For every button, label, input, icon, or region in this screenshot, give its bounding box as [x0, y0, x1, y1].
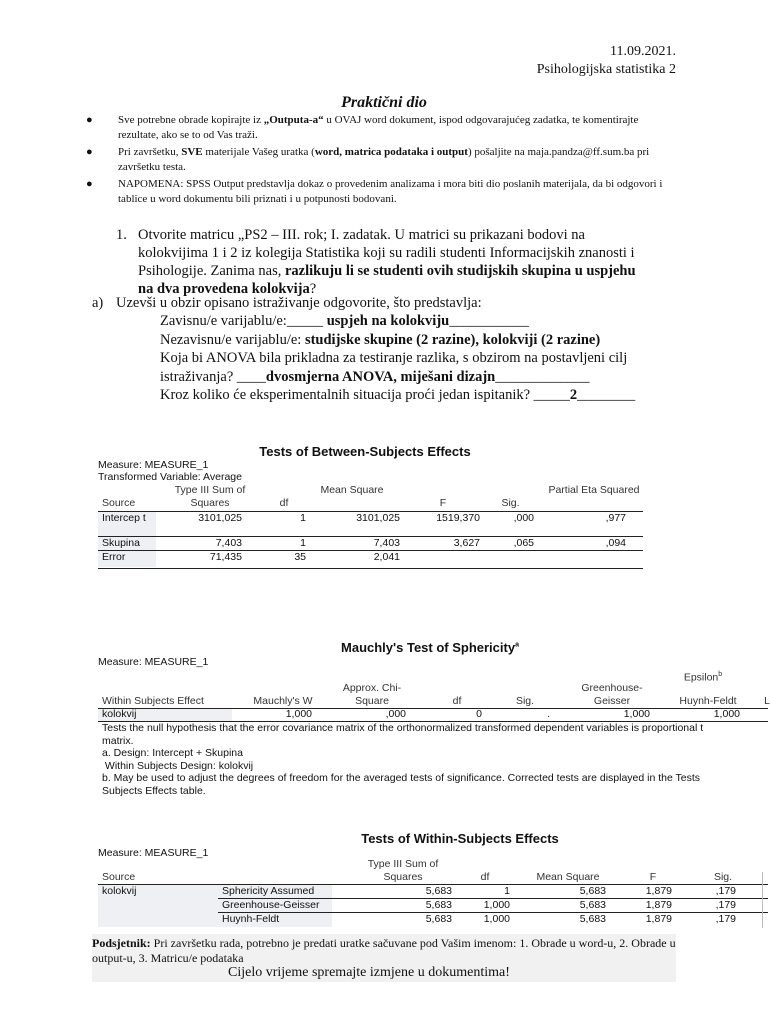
col-header: Greenhouse-Geisser: [581, 682, 643, 707]
table-row-label: Intercep t: [102, 512, 146, 524]
table-row-label: Greenhouse-Geisser: [222, 899, 320, 911]
answer-dv: [160, 312, 680, 331]
table-cell: 5,683: [425, 885, 452, 897]
col-header: L: [764, 695, 770, 707]
instruction-bullet: [86, 145, 672, 175]
task-line: Otvorite matricu „PS2 – III. rok; I. zadatak. U matrici su prikazani bodovi na: [138, 227, 585, 243]
table-cell: 1519,370: [436, 512, 480, 524]
table-row-label: Skupina: [102, 537, 140, 549]
answer-text: Kroz koliko će eksperimentalnih situacija proći jedan ispitanik? _____: [160, 387, 570, 403]
col-header: Source: [102, 871, 136, 883]
table-cell: 1,879: [645, 913, 672, 925]
mauchly-measure: Measure: MEASURE_1: [98, 656, 209, 668]
bullet-text: materijale Vašeg uratka (: [202, 146, 315, 158]
table-row-label: Sphericity Assumed: [222, 885, 315, 897]
table-footnote: a. Design: Intercept + Skupina: [102, 747, 243, 759]
instruction-bullet: [86, 113, 672, 143]
bullet-text: Pri završetku,: [118, 146, 182, 158]
table-rule: [762, 872, 763, 928]
table-cell: 5,683: [579, 913, 606, 925]
task-line-bold: na dva provedena kolokvija: [138, 281, 310, 297]
subtask-label: a): [92, 295, 104, 311]
table-row-label: Huynh-Feldt: [222, 913, 280, 925]
col-header: F: [439, 497, 447, 509]
course-name: Psihologijska statistika 2: [536, 62, 676, 77]
answer-text: _____________: [495, 368, 590, 385]
epsilon-header: [658, 668, 748, 685]
task-line-bold: razlikuju li se studenti ovih studijskih skupina u uspjehu: [285, 263, 636, 279]
col-header: df: [480, 871, 490, 883]
table-footnote: matrix.: [102, 734, 134, 747]
table-footnote: Subjects Effects table.: [102, 784, 206, 797]
table-row-label: Error: [102, 551, 126, 563]
answer-iv: [160, 331, 680, 350]
table-cell: 2,041: [373, 551, 400, 563]
col-header: Source: [102, 497, 136, 509]
table-cell: ,000: [385, 708, 406, 720]
answer-bold: 2: [569, 387, 578, 403]
task-text: [138, 226, 678, 298]
table-cell: ,977: [605, 512, 626, 524]
answer-text: Zavisnu/e varijablu/e:_____: [160, 313, 327, 329]
reminder-box: [92, 934, 676, 982]
task-number: 1.: [116, 227, 127, 243]
mauchly-table-title: [300, 640, 560, 655]
col-header: Mean Square: [320, 484, 384, 496]
answer-bold: studijske skupine (2 razine), kolokviji (2 razine): [304, 331, 601, 348]
table-cell: 3101,025: [356, 512, 400, 524]
task-line: kolokvijima 1 i 2 iz kolegija Statistika koji su radili studenti Informacijskih znanosti i: [138, 245, 635, 261]
instruction-bullet: [86, 177, 672, 207]
bullet-icon: ●: [86, 114, 93, 126]
bullet-text: Sve potrebne obrade kopirajte iz: [118, 114, 264, 126]
bullet-icon: ●: [86, 146, 93, 158]
table-footnote: Within Subjects Design: kolokvij: [102, 759, 254, 772]
mauchly-title-footnote: a: [515, 641, 519, 649]
answer-text: ________: [577, 387, 636, 403]
answer-text: Koja bi ANOVA bila prikladna za testiranje razlika, s obzirom na postavljeni cilj: [160, 350, 628, 366]
answer-bold: dvosmjerna ANOVA, miješani dizajn: [265, 368, 496, 385]
table-rule: [98, 568, 643, 569]
table-row-label: kolokvij: [102, 885, 137, 897]
col-header: Type III Sum of Squares: [367, 858, 439, 883]
col-header: Within Subjects Effect: [102, 695, 204, 707]
answers-block: [160, 312, 680, 405]
between-table: [98, 484, 643, 570]
table-cell: ,179: [715, 913, 736, 925]
table-cell: 1,000: [483, 899, 510, 911]
table-cell: 0: [476, 708, 482, 720]
table-cell: 7,403: [373, 537, 400, 549]
table-cell: 35: [294, 551, 306, 563]
table-cell: .: [547, 708, 550, 720]
save-reminder: Cijelo vrijeme spremajte izmjene u dokumentima!: [228, 965, 510, 980]
col-header: Partial Eta Squared: [548, 484, 640, 496]
table-cell: 1,879: [645, 885, 672, 897]
table-cell: 5,683: [579, 899, 606, 911]
table-cell: 3,627: [453, 537, 480, 549]
col-header: Sig.: [515, 695, 535, 707]
col-header: df: [279, 497, 289, 509]
within-table: [98, 858, 768, 928]
table-cell: ,065: [513, 537, 534, 549]
task-line: Psihologije. Zanima nas,: [138, 263, 285, 279]
bullet-text: u OVAJ word dokument, ispod odgovarajućeg zadatka, te komentirajte rezultate, ako se to od Vas traži.: [118, 114, 639, 141]
between-measure: Measure: MEASURE_1: [98, 459, 209, 471]
bullet-text: NAPOMENA: SPSS Output predstavlja dokaz o provedenim analizama i mora biti dio poslanih materijala, da bi odgovori i tablice u word dokumentu bili priznati i u potpunosti bodovani.: [118, 178, 663, 205]
answer-text: istraživanja? ____: [160, 368, 266, 385]
reminder-label: Podsjetnik:: [92, 936, 151, 950]
document-date: 11.09.2021.: [610, 44, 676, 59]
table-cell: 1,000: [713, 708, 740, 720]
col-header: Huynh-Feldt: [679, 695, 737, 707]
page-title: Praktični dio: [341, 94, 427, 111]
answer-situations: [160, 386, 680, 405]
answer-bold: uspjeh na kolokviju: [326, 313, 450, 329]
table-row-label: kolokvij: [102, 708, 137, 720]
col-header: F: [649, 871, 657, 883]
reminder-body: Pri završetku rada, potrebno je predati uratke sačuvane pod Vašim imenom: 1. Obrade u word-u, 2. Obrade u output-u, 3. Matricu/e podataka: [92, 936, 676, 965]
answer-text: Nezavisnu/e varijablu/e:: [160, 331, 305, 348]
table-cell: 1: [504, 885, 510, 897]
col-header: Approx. Chi-Square: [342, 682, 402, 707]
col-header: Sig.: [713, 871, 733, 883]
table-cell: 5,683: [425, 913, 452, 925]
table-cell: 1,000: [623, 708, 650, 720]
within-measure: Measure: MEASURE_1: [98, 847, 209, 859]
table-cell: 5,683: [425, 899, 452, 911]
task-line: ?: [309, 281, 317, 297]
bullet-bold: word, matrica podataka i output: [314, 146, 468, 158]
col-header: df: [452, 695, 462, 707]
mauchly-title-text: Mauchly's Test of Sphericity: [341, 640, 516, 655]
reminder-text: [92, 934, 676, 966]
epsilon-footnote: b: [718, 671, 723, 678]
mauchly-notes: [102, 722, 768, 797]
subtask-text: Uzevši u obzir opisano istraživanje odgovorite, što predstavlja:: [116, 295, 482, 311]
answer-text: ___________: [449, 313, 529, 329]
table-cell: ,179: [715, 899, 736, 911]
epsilon-text: Epsilon: [683, 671, 719, 684]
table-cell: 71,435: [209, 551, 242, 563]
col-header: Mauchly's W: [253, 695, 313, 707]
table-cell: ,000: [513, 512, 534, 524]
col-header: Sig.: [501, 497, 520, 509]
table-cell: 1,879: [645, 899, 672, 911]
mauchly-table: [98, 668, 768, 724]
table-cell: 5,683: [579, 885, 606, 897]
table-cell: 1,000: [285, 708, 312, 720]
between-table-title: Tests of Between-Subjects Effects: [259, 444, 471, 459]
table-cell: ,179: [715, 885, 736, 897]
table-cell: 7,403: [215, 537, 242, 549]
table-cell: 3101,025: [198, 512, 242, 524]
bullet-bold: SVE: [181, 146, 203, 158]
table-footnote: b. May be used to adjust the degrees of freedom for the averaged tests of significance. Corrected tests are displayed in the Tests: [102, 772, 701, 784]
bullet-bold: „Outputa-a“: [263, 114, 324, 126]
table-cell: 1: [300, 512, 306, 524]
bullet-text: ) pošaljite na maja.pandza@ff.sum.ba pri završetku testa.: [118, 146, 650, 173]
between-transformed: Transformed Variable: Average: [98, 471, 242, 483]
col-header: Type III Sum of Squares: [174, 484, 246, 509]
table-cell: 1: [300, 537, 306, 549]
within-table-title: Tests of Within-Subjects Effects: [361, 831, 559, 846]
table-cell: ,094: [605, 537, 626, 549]
answer-anova: [160, 368, 680, 387]
bullet-icon: ●: [86, 178, 93, 190]
table-cell: 1,000: [483, 913, 510, 925]
col-header: Mean Square: [536, 871, 600, 883]
table-footnote: Tests the null hypothesis that the error covariance matrix of the orthonormalized transformed dependent variables is proportional t: [102, 722, 704, 734]
